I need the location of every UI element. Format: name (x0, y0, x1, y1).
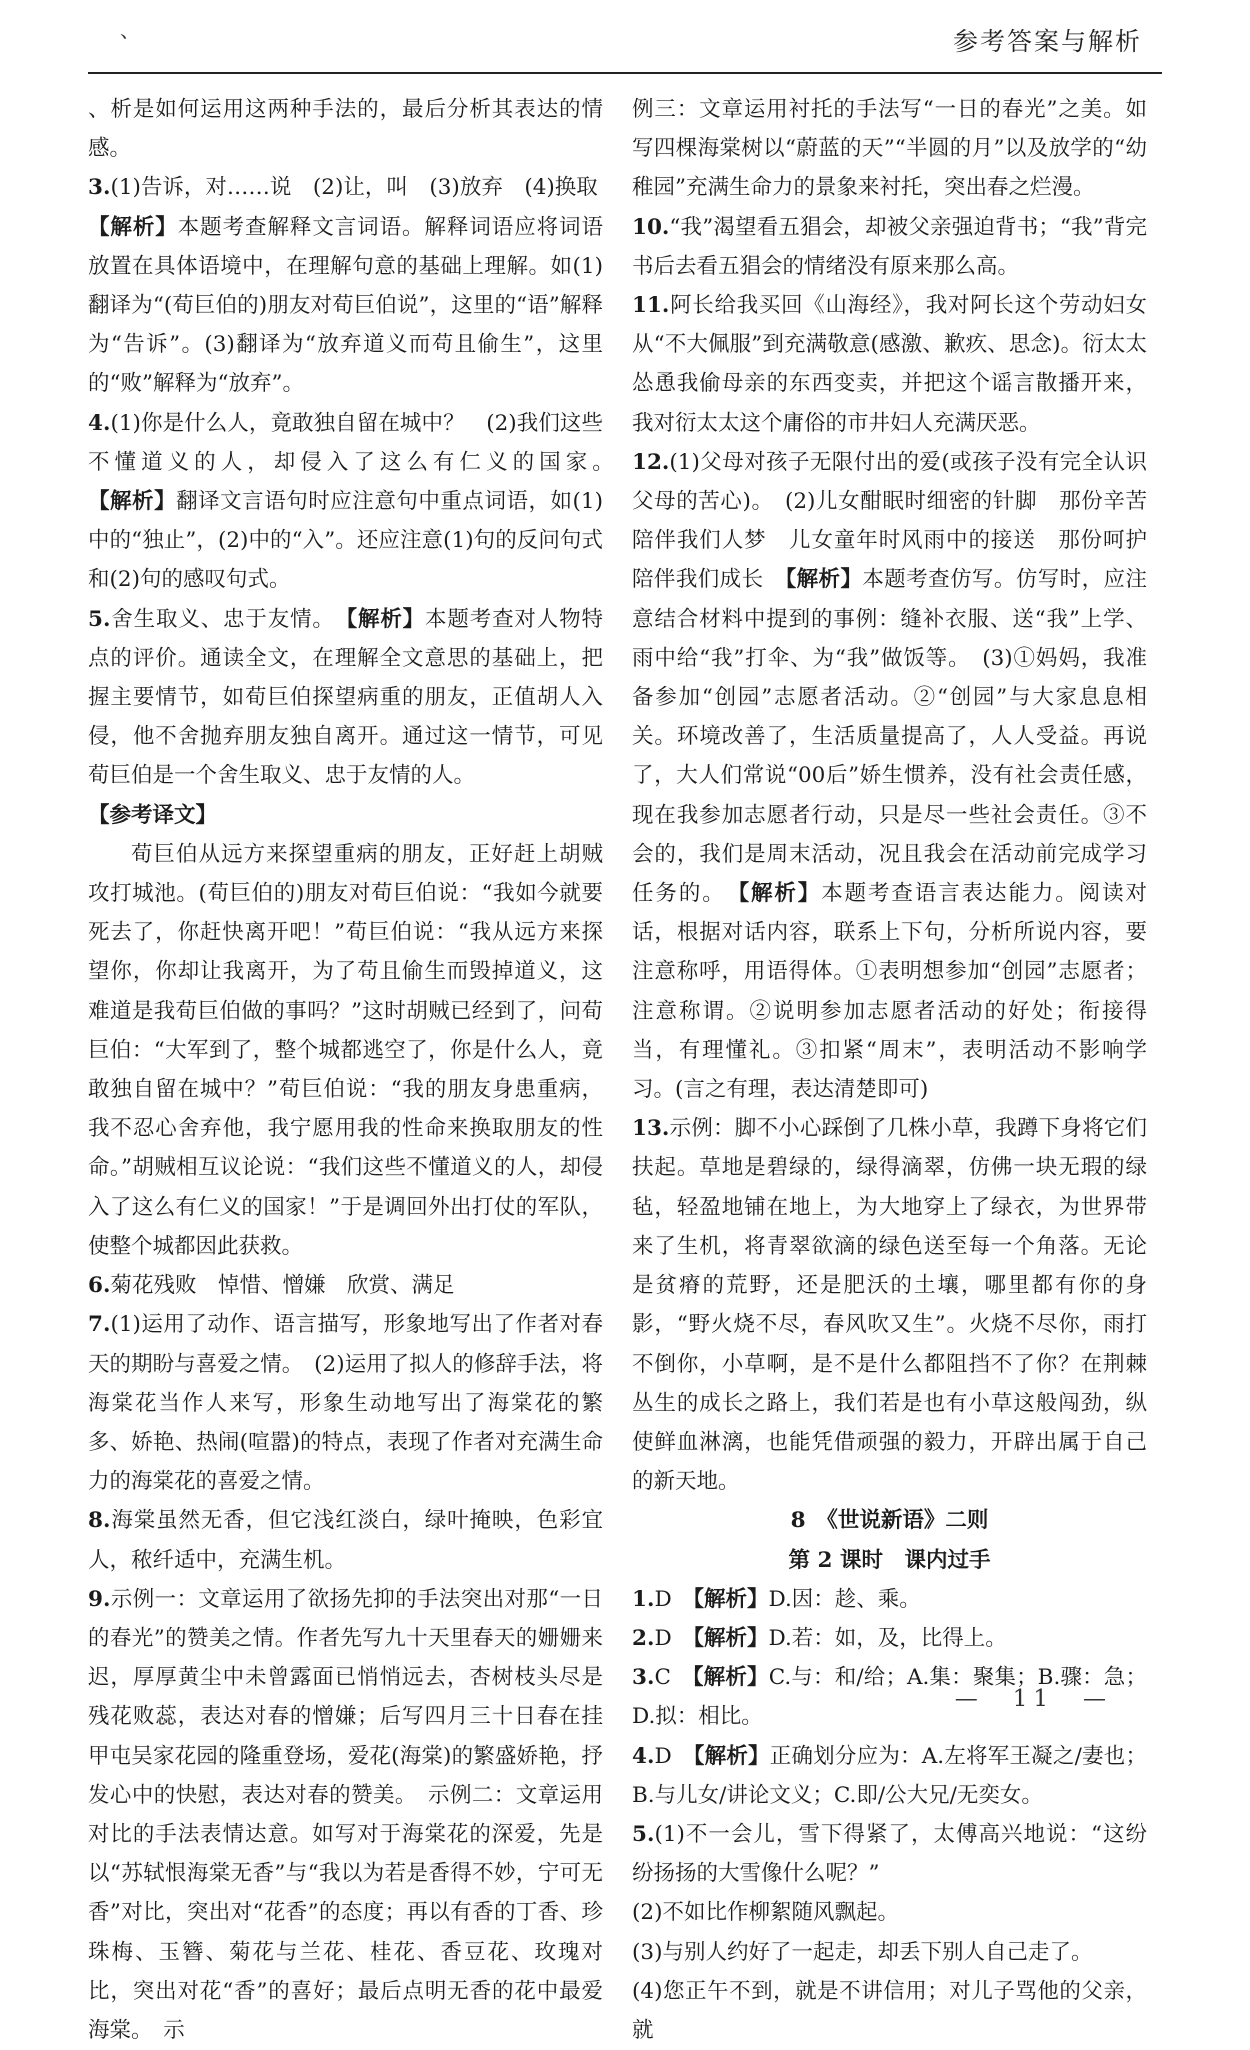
answer-text: C (654, 1665, 671, 1691)
answer-r5-4: (4)您正午不到，就是不讲信用；对儿子骂他的父亲，就 (632, 1978, 1147, 2043)
question-number: 2. (632, 1625, 655, 1651)
analysis-text: 本题考查仿写。仿写时，应注意结合材料中提到的事例：缝补衣服、送“我”上学、雨中给“我”打伞、为“我”做饭等。 (3)①妈妈，我准备参加“创园”志愿者活动。②“创园”与大家息息相关。环境改善了，生活质量提高了，人人受益。再说了，大人们常说“00后”娇生惯养，没有社会责任感，现在我参加志愿者行动，只是尽一些社会责任。③不会的，我们是周末活动，况且我会在活动前完成学习任务的。 (632, 567, 1147, 907)
answer-text: (1)父母对孩子无限付出的爱(或孩子没有完全认识父母的苦心)。 (2)儿女酣眠时细密的针脚 那份辛苦陪伴我们人梦 儿女童年时风雨中的接送 那份呵护陪伴我们成长 (632, 449, 1147, 593)
analysis-text: 本题考查对人物特点的评价。通读全文，在理解全文意思的基础上，把握主要情节，如荀巨伯探望病重的朋友，正值胡人入侵，他不舍抛弃朋友独自离开。通过这一情节，可见荀巨伯是一个舍生取义、忠于友情的人。 (88, 606, 603, 789)
header-title: 参考答案与解析 (952, 27, 1142, 56)
header-divider (88, 72, 1162, 74)
section-title: 8 《世说新语》二则 (790, 1508, 989, 1534)
header-mark: 、 (120, 18, 140, 42)
left-column (88, 90, 603, 2050)
right-column (632, 90, 1147, 2050)
answer-r5-3: (3)与别人约好了一起走，却丢下别人自己走了。 (632, 1939, 1093, 1965)
answer-text: 舍生取义、忠于友情。 (110, 606, 325, 632)
question-number: 5. (88, 606, 111, 632)
answer-text: (1)运用了动作、语言描写，形象地写出了作者对春天的期盼与喜爱之情。 (2)运用了拟人的修辞手法，将海棠花当作人来写，形象生动地写出了海棠花的繁多、娇艳、热闹(喧嚣)的特点，表现了作者对充满生命力的海棠花的喜爱之情。 (88, 1312, 603, 1495)
analysis-label: 【解析】 (693, 1743, 770, 1769)
answer-text: 海棠虽然无香，但它浅红淡白，绿叶掩映，色彩宜人，秾纤适中，充满生机。 (88, 1508, 603, 1573)
analysis-text: C.与：和/给；A.集：聚集；B.骤：急；D.拟：相比。 (632, 1665, 1147, 1730)
question-number: 12. (632, 449, 670, 475)
analysis-text: 翻译文言语句时应注意句中重点词语，如(1)中的“独止”，(2)中的“入”。还应注意(1)句的反问句式和(2)句的感叹句式。 (88, 489, 603, 593)
question-number: 3. (632, 1665, 655, 1691)
page-number: — 11 — (954, 1686, 1112, 1712)
analysis-label: 【解析】 (693, 1586, 769, 1612)
answer-3 (88, 168, 603, 403)
question-number: 5. (632, 1821, 655, 1847)
question-number: 4. (632, 1743, 655, 1769)
analysis-label: 【解析】 (693, 1625, 769, 1651)
answer-r4 (632, 1737, 1147, 1815)
answer-r1 (632, 1580, 1147, 1619)
analysis-label: 【解析】 (346, 606, 426, 632)
answer-11 (632, 286, 1147, 443)
answer-text: (1)不一会儿，雪下得紧了，太傅高兴地说：“这纷纷扬扬的大雪像什么呢？” (632, 1821, 1147, 1887)
answer-text: D (654, 1586, 672, 1612)
answer-text: 阿长给我买回《山海经》，我对阿长这个劳动妇女从“不大佩服”到充满敬意(感激、歉疚、思念)。衍太太怂恿我偷母亲的东西变卖，并把这个谣言散播开来，我对衍太太这个庸俗的市井妇人充满厌恶。 (632, 293, 1147, 436)
answer-text: 示例：脚不小心踩倒了几株小草，我蹲下身将它们扶起。草地是碧绿的，绿得滴翠，仿佛一块无瑕的绿毡，轻盈地铺在地上，为大地穿上了绿衣，为世界带来了生机，将青翠欲滴的绿色送至每一个角落。无论是贫瘠的荒野，还是肥沃的土壤，哪里都有你的身影，“野火烧不尽，春风吹又生”。火烧不尽你，雨打不倒你，小草啊，是不是什么都阻挡不了你？在荆棘丛生的成长之路上，我们若是也有小草这般闯劲，纵使鲜血淋漓，也能凭借顽强的毅力，开辟出属于自己的新天地。 (632, 1116, 1147, 1495)
answer-12 (632, 443, 1147, 1109)
analysis-label: 【解析】 (738, 881, 822, 907)
section-subtitle: 第 2 课时 课内过手 (788, 1547, 991, 1573)
answer-9 (88, 1580, 603, 2050)
question-number: 7. (88, 1312, 111, 1338)
analysis-text: 本题考查解释文言词语。解释词语应将词语放置在具体语境中，在理解句意的基础上理解。如(1)翻译为“(荀巨伯的)朋友对荀巨伯说”，这里的“语”解释为“告诉”。(3)翻译为“放弃道义而苟且偷生”，这里的“败”解释为“放弃”。 (88, 214, 603, 397)
answer-r2 (632, 1619, 1147, 1658)
analysis-text: 正确划分应为：A.左将军王凝之/妻也；B.与儿女/讲论文义；C.即/公大兄/无奕女。 (632, 1743, 1147, 1808)
question-number: 11. (632, 293, 670, 319)
analysis-label: 【解析】 (692, 1665, 769, 1691)
answer-text: (1)告诉，对……说 (2)让，叫 (3)放弃 (4)换取 (110, 175, 598, 201)
analysis-label: 【解析】 (785, 567, 863, 593)
question-number: 1. (632, 1586, 655, 1612)
answer-text: 示例一：文章运用了欲扬先抑的手法突出对那“一日的春光”的赞美之情。作者先写九十天里春天的姗姗来迟，厚厚黄尘中未曾露面已悄悄远去，杏树枝头尽是残花败蕊，表达对春的憎嫌；后写四月三十日春在挂甲屯吴家花园的隆重登场，爱花(海棠)的繁盛娇艳，抒发心中的快慰，表达对春的赞美。 示例二：文章运用对比的手法表情达意。如写对于海棠花的深爱，先是以“苏轼恨海棠无香”与“我以为若是香得不妙，宁可无香”对比，突出对“花香”的态度；再以有香的丁香、珍珠梅、玉簪、菊花与兰花、桂花、香豆花、玫瑰对比，突出对花“香”的喜好；最后点明无香的花中最爱海棠。 示 (88, 1586, 603, 2043)
answer-8 (88, 1501, 603, 1579)
analysis-label: 【解析】 (88, 214, 178, 240)
answer-4 (88, 404, 603, 600)
analysis-label: 【解析】 (88, 489, 177, 515)
answer-text: (1)你是什么人，竟敢独自留在城中？ (2)我们这些不懂道义的人，却侵入了这么有仁义的国家。 (88, 410, 603, 475)
question-number: 10. (632, 214, 670, 240)
translation-text: 荀巨伯从远方来探望重病的朋友，正好赶上胡贼攻打城池。(荀巨伯的)朋友对荀巨伯说：“我如今就要死去了，你赶快离开吧！”荀巨伯说：“我从远方来探望你，你却让我离开，为了苟且偷生而毁掉道义，这难道是我荀巨伯做的事吗？”这时胡贼已经到了，问荀巨伯：“大军到了，整个城都逃空了，你是什么人，竟敢独自留在城中？”荀巨伯说：“我的朋友身患重病，我不忍心舍弃他，我宁愿用我的性命来换取朋友的性命。”胡贼相互议论说：“我们这些不懂道义的人，却侵入了这么有仁义的国家！”于是调回外出打仗的军队，使整个城都因此获救。 (88, 841, 603, 1259)
answer-text: D (654, 1743, 672, 1769)
answer-5 (88, 600, 603, 796)
translation-title: 【参考译文】 (88, 802, 218, 828)
answer-10 (632, 208, 1147, 286)
answer-6 (88, 1266, 603, 1305)
question-number: 4. (88, 410, 111, 436)
question-number: 3. (88, 175, 111, 201)
answer-text: D (654, 1625, 672, 1651)
answer-r5 (632, 1815, 1147, 1893)
answer-r5-2: (2)不如比作柳絮随风飘起。 (632, 1900, 899, 1926)
analysis-text: 本题考查语言表达能力。阅读对话，根据对话内容，联系上下句，分析所说内容，要注意称呼，用语得体。①表明想参加“创园”志愿者；注意称谓。②说明参加志愿者活动的好处；衔接得当，有理懂礼。③扣紧“周末”，表明活动不影响学习。(言之有理，表达清楚即可) (632, 881, 1147, 1103)
question-number: 6. (88, 1273, 111, 1299)
answer-text: “我”渴望看五猖会，却被父亲强迫背书；“我”背完书后去看五猖会的情绪没有原来那么高。 (632, 214, 1147, 279)
answer-text: 菊花残败 悼惜、憎嫌 欣赏、满足 (110, 1273, 455, 1299)
analysis-text: D.因：趁、乘。 (768, 1586, 921, 1612)
answer-13 (632, 1109, 1147, 1501)
analysis-text: D.若：如，及，比得上。 (768, 1625, 1007, 1651)
paragraph: 、析是如何运用这两种手法的，最后分析其表达的情感。 (88, 97, 603, 162)
question-number: 8. (88, 1508, 111, 1534)
paragraph: 例三：文章运用衬托的手法写“一日的春光”之美。如写四棵海棠树以“蔚蓝的天”“半圆的月”以及放学的“幼稚园”充满生命力的景象来衬托，突出春之烂漫。 (632, 97, 1147, 201)
question-number: 13. (632, 1116, 670, 1142)
question-number: 9. (88, 1586, 111, 1612)
answer-7 (88, 1305, 603, 1501)
